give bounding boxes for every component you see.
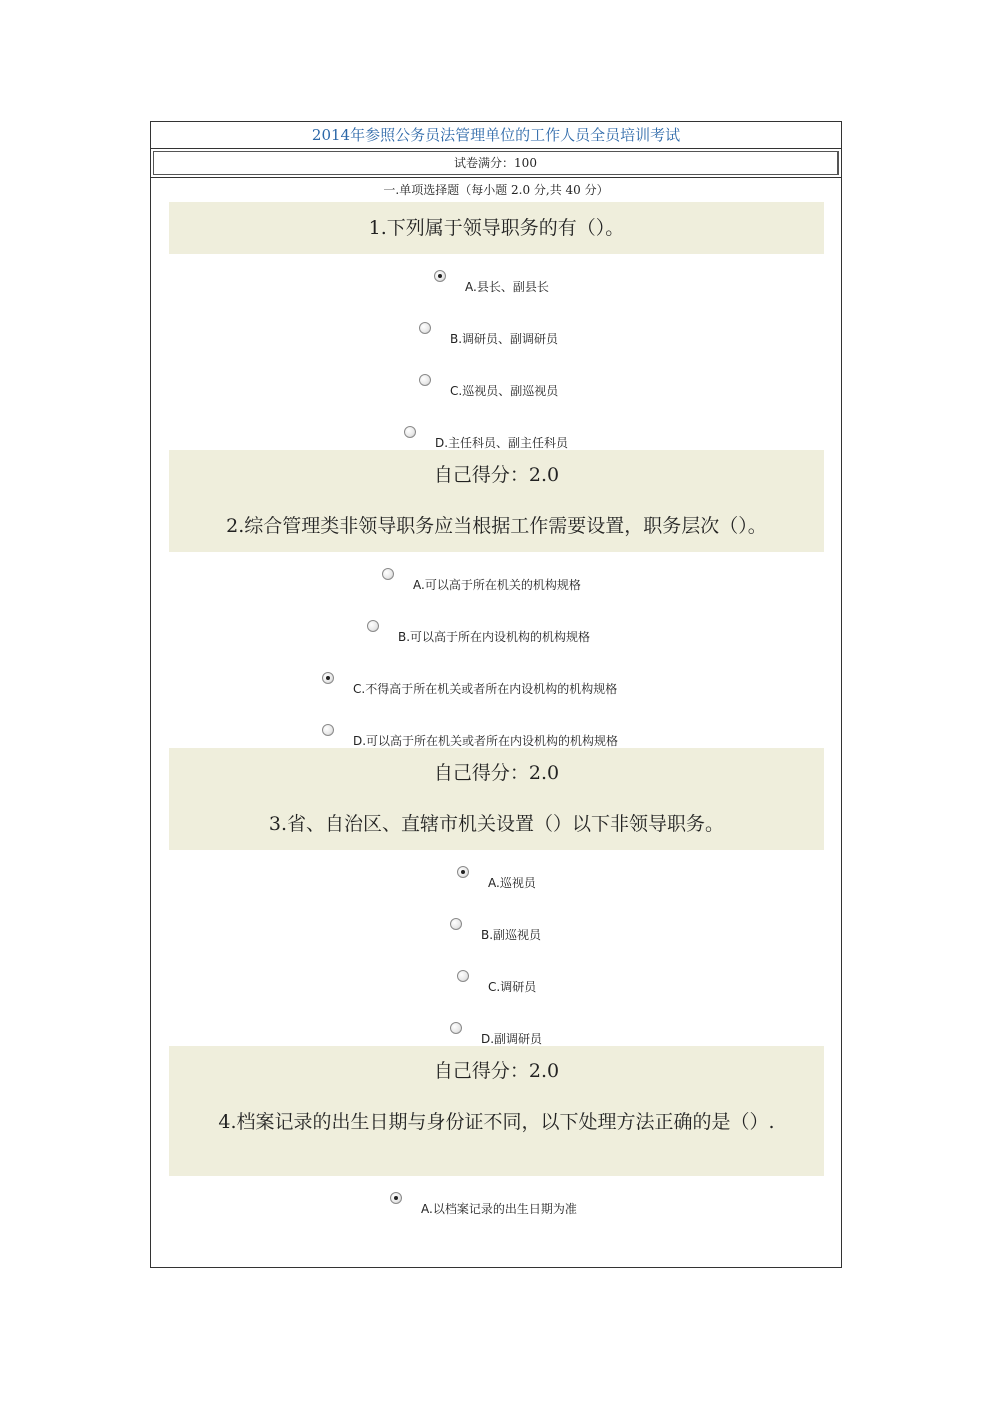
option-row[interactable] [151, 656, 841, 708]
option-label: D.主任科员、副主任科员 [435, 436, 569, 450]
option-row[interactable] [151, 850, 841, 902]
question-4 [169, 1046, 824, 1176]
radio-icon[interactable] [450, 1022, 462, 1034]
full-score: 试卷满分：100 [153, 151, 839, 175]
exam-frame [150, 121, 842, 1268]
option-label: B.副巡视员 [481, 928, 542, 942]
option-row[interactable] [151, 254, 841, 306]
radio-checked-icon[interactable] [390, 1192, 402, 1204]
radio-icon[interactable] [382, 568, 394, 580]
radio-icon[interactable] [419, 322, 431, 334]
radio-icon[interactable] [457, 970, 469, 982]
option-row[interactable] [151, 708, 841, 748]
question-text: 1.下列属于领导职务的有（）。 [368, 217, 625, 239]
option-row[interactable] [151, 954, 841, 1006]
option-label: A.巡视员 [488, 876, 536, 890]
option-label: B.可以高于所在内设机构的机构规格 [398, 630, 591, 644]
option-label: B.调研员、副调研员 [450, 332, 559, 346]
score-text: 自己得分：2.0 [433, 464, 560, 486]
option-label: D.副调研员 [481, 1032, 543, 1046]
radio-icon[interactable] [404, 426, 416, 438]
radio-checked-icon[interactable] [434, 270, 446, 282]
question-3 [169, 748, 824, 850]
option-label: C.巡视员、副巡视员 [450, 384, 559, 398]
radio-icon[interactable] [419, 374, 431, 386]
question-text: 4.档案记录的出生日期与身份证不同，以下处理方法正确的是（）. [218, 1111, 775, 1133]
question-2 [169, 450, 824, 552]
radio-checked-icon[interactable] [457, 866, 469, 878]
option-row[interactable] [151, 552, 841, 604]
question-text: 3.省、自治区、直辖市机关设置（）以下非领导职务。 [268, 813, 725, 835]
option-label: C.调研员 [488, 980, 537, 994]
score-text: 自己得分：2.0 [433, 762, 560, 784]
question-text: 2.综合管理类非领导职务应当根据工作需要设置，职务层次（）。 [226, 515, 767, 537]
option-label: A.以档案记录的出生日期为准 [421, 1202, 577, 1216]
option-row[interactable] [151, 1176, 841, 1228]
option-row[interactable] [151, 306, 841, 358]
option-label: A.县长、副县长 [465, 280, 549, 294]
radio-icon[interactable] [450, 918, 462, 930]
option-label: D.可以高于所在机关或者所在内设机构的机构规格 [353, 734, 619, 748]
option-row[interactable] [151, 1006, 841, 1046]
radio-icon[interactable] [367, 620, 379, 632]
option-row[interactable] [151, 410, 841, 450]
radio-checked-icon[interactable] [322, 672, 334, 684]
section-header: 一.单项选择题（每小题 2.0 分,共 40 分） [151, 177, 841, 202]
exam-title: 2014年参照公务员法管理单位的工作人员全员培训考试 [151, 122, 841, 149]
option-label: C.不得高于所在机关或者所在内设机构的机构规格 [353, 682, 618, 696]
option-label: A.可以高于所在机关的机构规格 [413, 578, 581, 592]
score-text: 自己得分：2.0 [433, 1060, 560, 1082]
radio-icon[interactable] [322, 724, 334, 736]
question-1 [169, 202, 824, 254]
option-row[interactable] [151, 604, 841, 656]
option-row[interactable] [151, 358, 841, 410]
option-row[interactable] [151, 902, 841, 954]
